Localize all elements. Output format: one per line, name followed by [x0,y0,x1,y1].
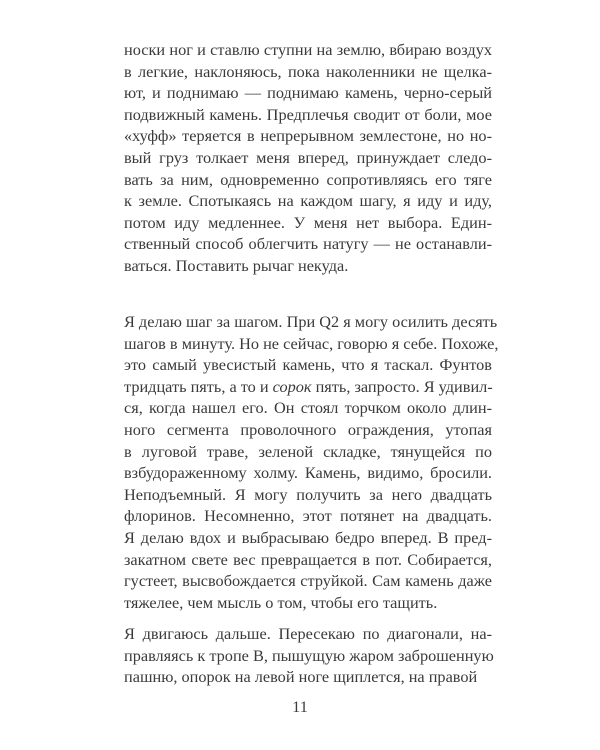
text-line [124,376,492,398]
text-line: взбудораженному холму. Камень, видимо, бросили. [124,463,492,483]
text-line: флоринов. Несомненно, этот потянет на двадцать. [124,506,492,526]
text-line: правляясь к тропе B, пышущую жаром заброшенную [124,645,494,665]
paragraph-1 [124,39,492,277]
text-line: вый груз толкает меня вперед, принуждает следо- [124,147,492,167]
text-line: «хуфф» теряется в непрерывном землестоне, но но- [124,126,492,146]
text-line: Я делаю вдох и выбрасываю бедро вперед. В пред- [124,527,492,547]
text-line: закатном свете вес превращается в пот. Собирается, [124,549,492,569]
text-fragment: пять, запросто. Я удивил- [311,376,493,396]
text-line: Неподъемный. Я могу получить за него двадцать [124,484,492,504]
text-line: подвижный камень. Предплечья сводит от боли, мое [124,104,492,124]
text-line: ственный способ облегчить натугу — не останавли- [124,234,492,254]
paragraph-3 [124,623,492,688]
text-line: тяжелее, чем мысль о том, чтобы его тащить. [124,592,438,612]
text-line: ся, когда нашел его. Он стоял торчком около длин- [124,398,492,418]
text-line: ваться. Поставить рычаг некуда. [124,255,349,275]
text-line: шагов в минуту. Но не сейчас, говорю я себе. Похоже, [124,333,499,353]
paragraph-2 [124,311,499,613]
text-line: в луговой траве, зеленой складке, тянущейся по [124,441,492,461]
text-line: Я двигаюсь дальше. Пересекаю по диагонали, на- [124,624,492,643]
text-line: пашню, опорок на левой ноге щиплется, на правой [124,667,478,687]
text-line: это самый увесистый камень, что я таскал. Фунтов [124,355,492,375]
text-fragment: тридцать пять, а то и [124,376,273,396]
text-line: вать за ним, одновременно сопротивляясь его тяге [124,169,492,189]
text-line: потом иду медленнее. У меня нет выбора. Един- [124,212,492,232]
text-line: Я делаю шаг за шагом. При Q2 я могу осилить десять [124,312,498,331]
page-number: 11 [292,697,308,716]
text-line: ют, и поднимаю — поднимаю камень, черно-серый [124,83,492,103]
text-line: ного сегмента проволочного ограждения, утопая [124,419,492,439]
text-line: густеет, высвобождается струйкой. Сам камень даже [124,571,492,591]
italic-emphasis: сорок [272,376,312,396]
text-line: носки ног и ставлю ступни на землю, вбираю воздух [124,40,492,59]
text-line: к земле. Спотыкаясь на каждом шагу, я иду и иду, [124,191,492,211]
text-line: в легкие, наклоняюсь, пока наколенники не щелка- [124,61,492,81]
